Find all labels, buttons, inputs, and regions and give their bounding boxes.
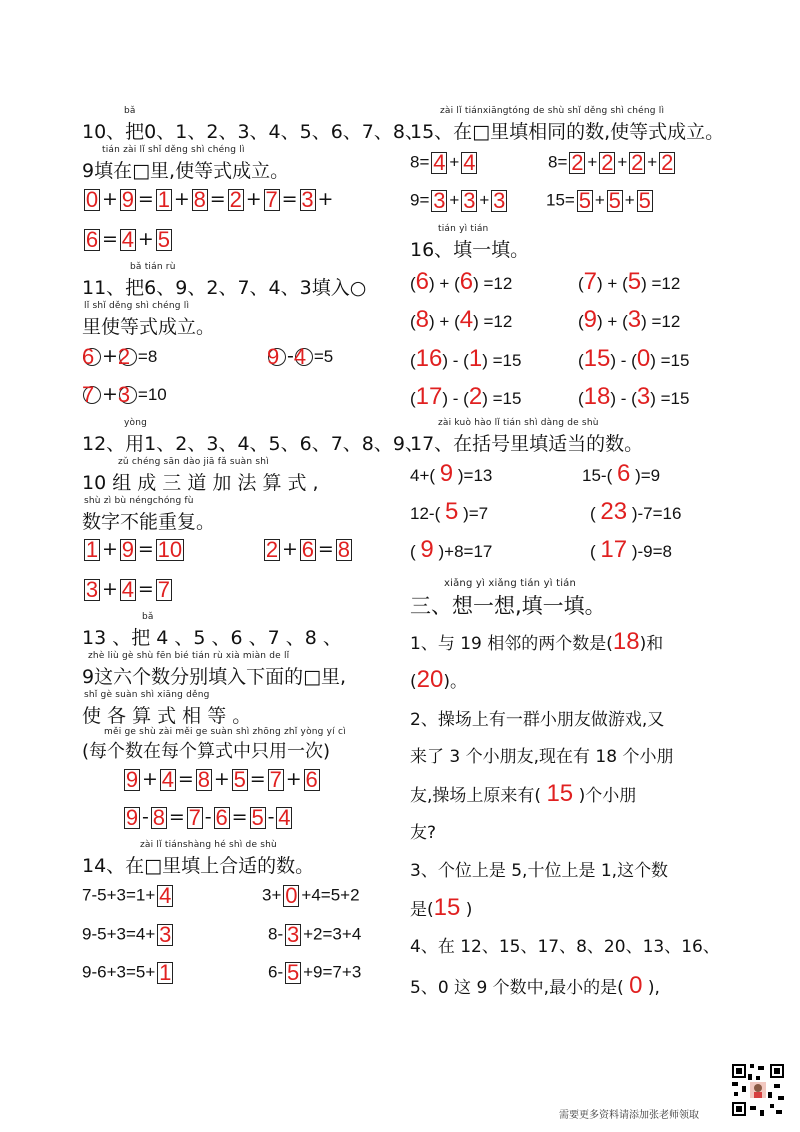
q16-pinyin-1: tián yì tián [438,224,489,234]
answer-box: 3 [85,576,99,602]
answer-box: 4 [121,576,135,602]
answer-circle: 6 [83,348,101,366]
q13-line-1: 13 、把 4 、5 、6 、7 、8 、 [82,627,342,649]
q14-line-1: 14、在□里填上合适的数。 [82,855,315,877]
answer-box: 2 [631,150,644,175]
s3-pinyin: xiǎng yì xiǎng tián yì tián [444,578,577,589]
s3-p1-line-1: 1、与 19 相邻的两个数是(18)和 [410,628,664,655]
answer-box: 10 [157,536,183,562]
q13-pinyin-2: zhè liù gè shù fēn bié tián rù xià miàn de lǐ [88,651,290,661]
answer-box: 0 [85,186,99,212]
answer-box: 4 [278,804,291,830]
q17-line-1: 17、在括号里填适当的数。 [410,433,644,455]
q10-equation-1: 0 + 9 = 1 + 8 = 2 + 7 = 3 + [85,186,334,212]
answer-box: 5 [578,188,591,213]
s3-p2-line-1: 2、操场上有一群小朋友做游戏,又 [410,710,665,730]
q16-row-1: (6) + (6) =12 [410,268,513,295]
answer-box: 5 [287,960,300,985]
q11-pinyin-1: bǎ tián rù [130,262,176,272]
q16-row-3b: (15) - (0) =15 [578,345,690,372]
q15-line-1: 15、在□里填相同的数,使等式成立。 [410,121,725,143]
answer-box: 6 [305,766,318,792]
q14-row-3-right: 6- 5 +9=7+3 [268,960,362,985]
answer-box: 2 [265,536,279,562]
answer-box: 8 [337,536,350,562]
q14-row-2-left: 9-5+3=4+ 3 [82,922,172,947]
answer-box: 1 [85,536,99,562]
q11-equation-2: 9 - 4 =5 [267,343,334,369]
answer-box: 4 [159,883,172,908]
s3-p3-line-2: 是(15 ) [410,894,473,921]
q15-equation-1: 8= 4 + 4 [410,150,476,175]
answer-box: 8 [193,186,206,212]
answer-box: 3 [301,186,314,212]
answer-box: 4 [433,150,446,175]
q10-line-1: 10、把0、1、2、3、4、5、6、7、8、 [82,121,424,143]
answer-circle: 9 [268,348,286,366]
footer-note: 需要更多资料请添加张老师领取 [559,1110,699,1121]
answer-box: 4 [463,150,476,175]
q17-row-1-right: 15-( 6 )=9 [582,460,661,487]
answer-circle: 3 [119,386,137,404]
answer-box: 5 [157,226,170,252]
answer-box: 3 [463,188,476,213]
q12-pinyin-2: zǔ chéng sān dào jiā fǎ suàn shì [118,457,269,467]
q14-row-3-left: 9-6+3=5+ 1 [82,960,172,985]
q14-row-1-left: 7-5+3=1+ 4 [82,883,172,908]
q17-row-2-left: 12-( 5 )=7 [410,498,489,525]
q17-row-3-right: ( 17 )-9=8 [590,536,673,563]
q14-row-2-right: 8- 3 +2=3+4 [268,922,362,947]
answer-box: 1 [159,960,172,985]
answer-box: 3 [287,922,300,947]
q11-equation-1: 6 + 2 =8 [82,343,158,369]
q11-equation-3: 7 + 3 =10 [82,381,167,407]
answer-box: 4 [121,226,135,252]
q13-line-4: (每个数在每个算式中只用一次) [82,741,331,762]
answer-box: 1 [157,186,170,212]
q16-row-4b: (18) - (3) =15 [578,383,690,410]
q11-line-1: 11、把6、9、2、7、4、3填入○ [82,277,367,299]
q12-pinyin-3: shù zì bù néngchóng fù [84,496,194,506]
section-3-title: 三、想一想,填一填。 [410,594,606,618]
s3-p2-line-3: 友,操场上原来有( 15 )个小朋 [410,780,637,807]
q11-pinyin-2: lǐ shǐ děng shì chéng lì [84,301,190,311]
q15-equation-3: 9= 3 + 3 + 3 [410,188,506,213]
answer-box: 2 [571,150,584,175]
answer-box: 2 [601,150,614,175]
q10-equation-2: 6 = 4 + 5 [85,226,170,252]
answer-box: 3 [433,188,446,213]
answer-box: 5 [251,804,264,830]
answer-box: 7 [188,804,201,830]
q12-equation-1: 1 + 9 = 10 [85,536,183,562]
q17-row-2-right: ( 23 )-7=16 [590,498,682,525]
answer-circle: 2 [119,348,137,366]
answer-box: 9 [121,536,135,562]
answer-box: 6 [215,804,228,830]
answer-box: 2 [661,150,674,175]
q12-equation-3: 3 + 4 = 7 [85,576,170,602]
answer-box: 6 [85,226,99,252]
q12-line-3: 数字不能重复。 [82,511,216,533]
q16-row-1b: (7) + (5) =12 [578,268,681,295]
q13-equation-1: 9 + 4 = 8 + 5 = 7 + 6 [125,766,318,792]
q13-pinyin-3: shǐ gè suàn shì xiāng děng [84,690,210,700]
q13-pinyin-4: měi ge shù zài měi ge suàn shì zhōng zhǐ yòng yí cì [104,727,346,737]
answer-box: 9 [125,766,139,792]
q17-pinyin-1: zài kuò hào lǐ tián shì dàng de shù [438,418,599,428]
answer-box: 8 [197,766,210,792]
q15-pinyin-1: zài lǐ tiánxiāngtóng de shù shǐ děng shì chéng lì [440,106,665,116]
answer-box: 5 [233,766,246,792]
s3-p4-line-2: 5、0 这 9 个数中,最小的是( 0 ), [410,972,660,999]
q16-row-3: (16) - (1) =15 [410,345,522,372]
answer-box: 9 [121,186,135,212]
q13-pinyin-1: bǎ [142,612,154,622]
q15-equation-4: 15= 5 + 5 + 5 [546,188,651,213]
s3-p2-line-2: 来了 3 个小朋友,现在有 18 个小朋 [410,747,674,767]
q16-line-1: 16、填一填。 [410,239,530,261]
qr-code-icon [730,1062,786,1118]
q17-row-3-left: ( 9 )+8=17 [410,536,493,563]
q12-line-2: 10 组 成 三 道 加 法 算 式 , [82,472,319,494]
q13-line-3: 使 各 算 式 相 等 。 [82,705,252,727]
q16-row-4: (17) - (2) =15 [410,383,522,410]
answer-box: 4 [161,766,175,792]
q12-line-1: 12、用1、2、3、4、5、6、7、8、9、 [82,433,424,455]
q17-row-1-left: 4+( 9 )=13 [410,460,493,487]
answer-box: 8 [152,804,165,830]
q16-row-2: (8) + (4) =12 [410,306,513,333]
q13-line-2: 9这六个数分别填入下面的□里, [82,666,347,688]
answer-box: 7 [269,766,282,792]
s3-p1-line-2: (20)。 [410,666,467,693]
answer-box: 0 [285,883,298,908]
s3-p4-line-1: 4、在 12、15、17、8、20、13、16、 [410,937,720,957]
answer-box: 9 [125,804,139,830]
q10-pinyin-2: tián zài lǐ shǐ děng shì chéng lì [102,145,245,155]
q12-pinyin-1: yòng [124,418,148,428]
answer-box: 7 [265,186,278,212]
answer-box: 3 [159,922,172,947]
q13-equation-2: 9 - 8 = 7 - 6 = 5 - 4 [125,804,291,830]
q14-row-1-right: 3+ 0 +4=5+2 [262,883,360,908]
q14-pinyin-1: zài lǐ tiánshàng hé shì de shù [140,840,277,850]
answer-circle: 7 [83,386,101,404]
answer-box: 3 [493,188,506,213]
answer-box: 5 [608,188,621,213]
answer-box: 7 [157,576,170,602]
q10-line-2: 9填在□里,使等式成立。 [82,160,290,182]
answer-box: 5 [638,188,651,213]
q10-pinyin-1: bǎ [124,106,136,116]
q16-row-2b: (9) + (3) =12 [578,306,681,333]
answer-box: 6 [301,536,315,562]
s3-p3-line-1: 3、个位上是 5,十位上是 1,这个数 [410,861,669,881]
answer-box: 2 [229,186,242,212]
s3-p2-line-4: 友? [410,823,437,843]
q12-equation-2: 2 + 6 = 8 [265,536,350,562]
q15-equation-2: 8= 2 + 2 + 2 + 2 [548,150,674,175]
answer-circle: 4 [295,348,313,366]
q11-line-2: 里使等式成立。 [82,316,216,338]
